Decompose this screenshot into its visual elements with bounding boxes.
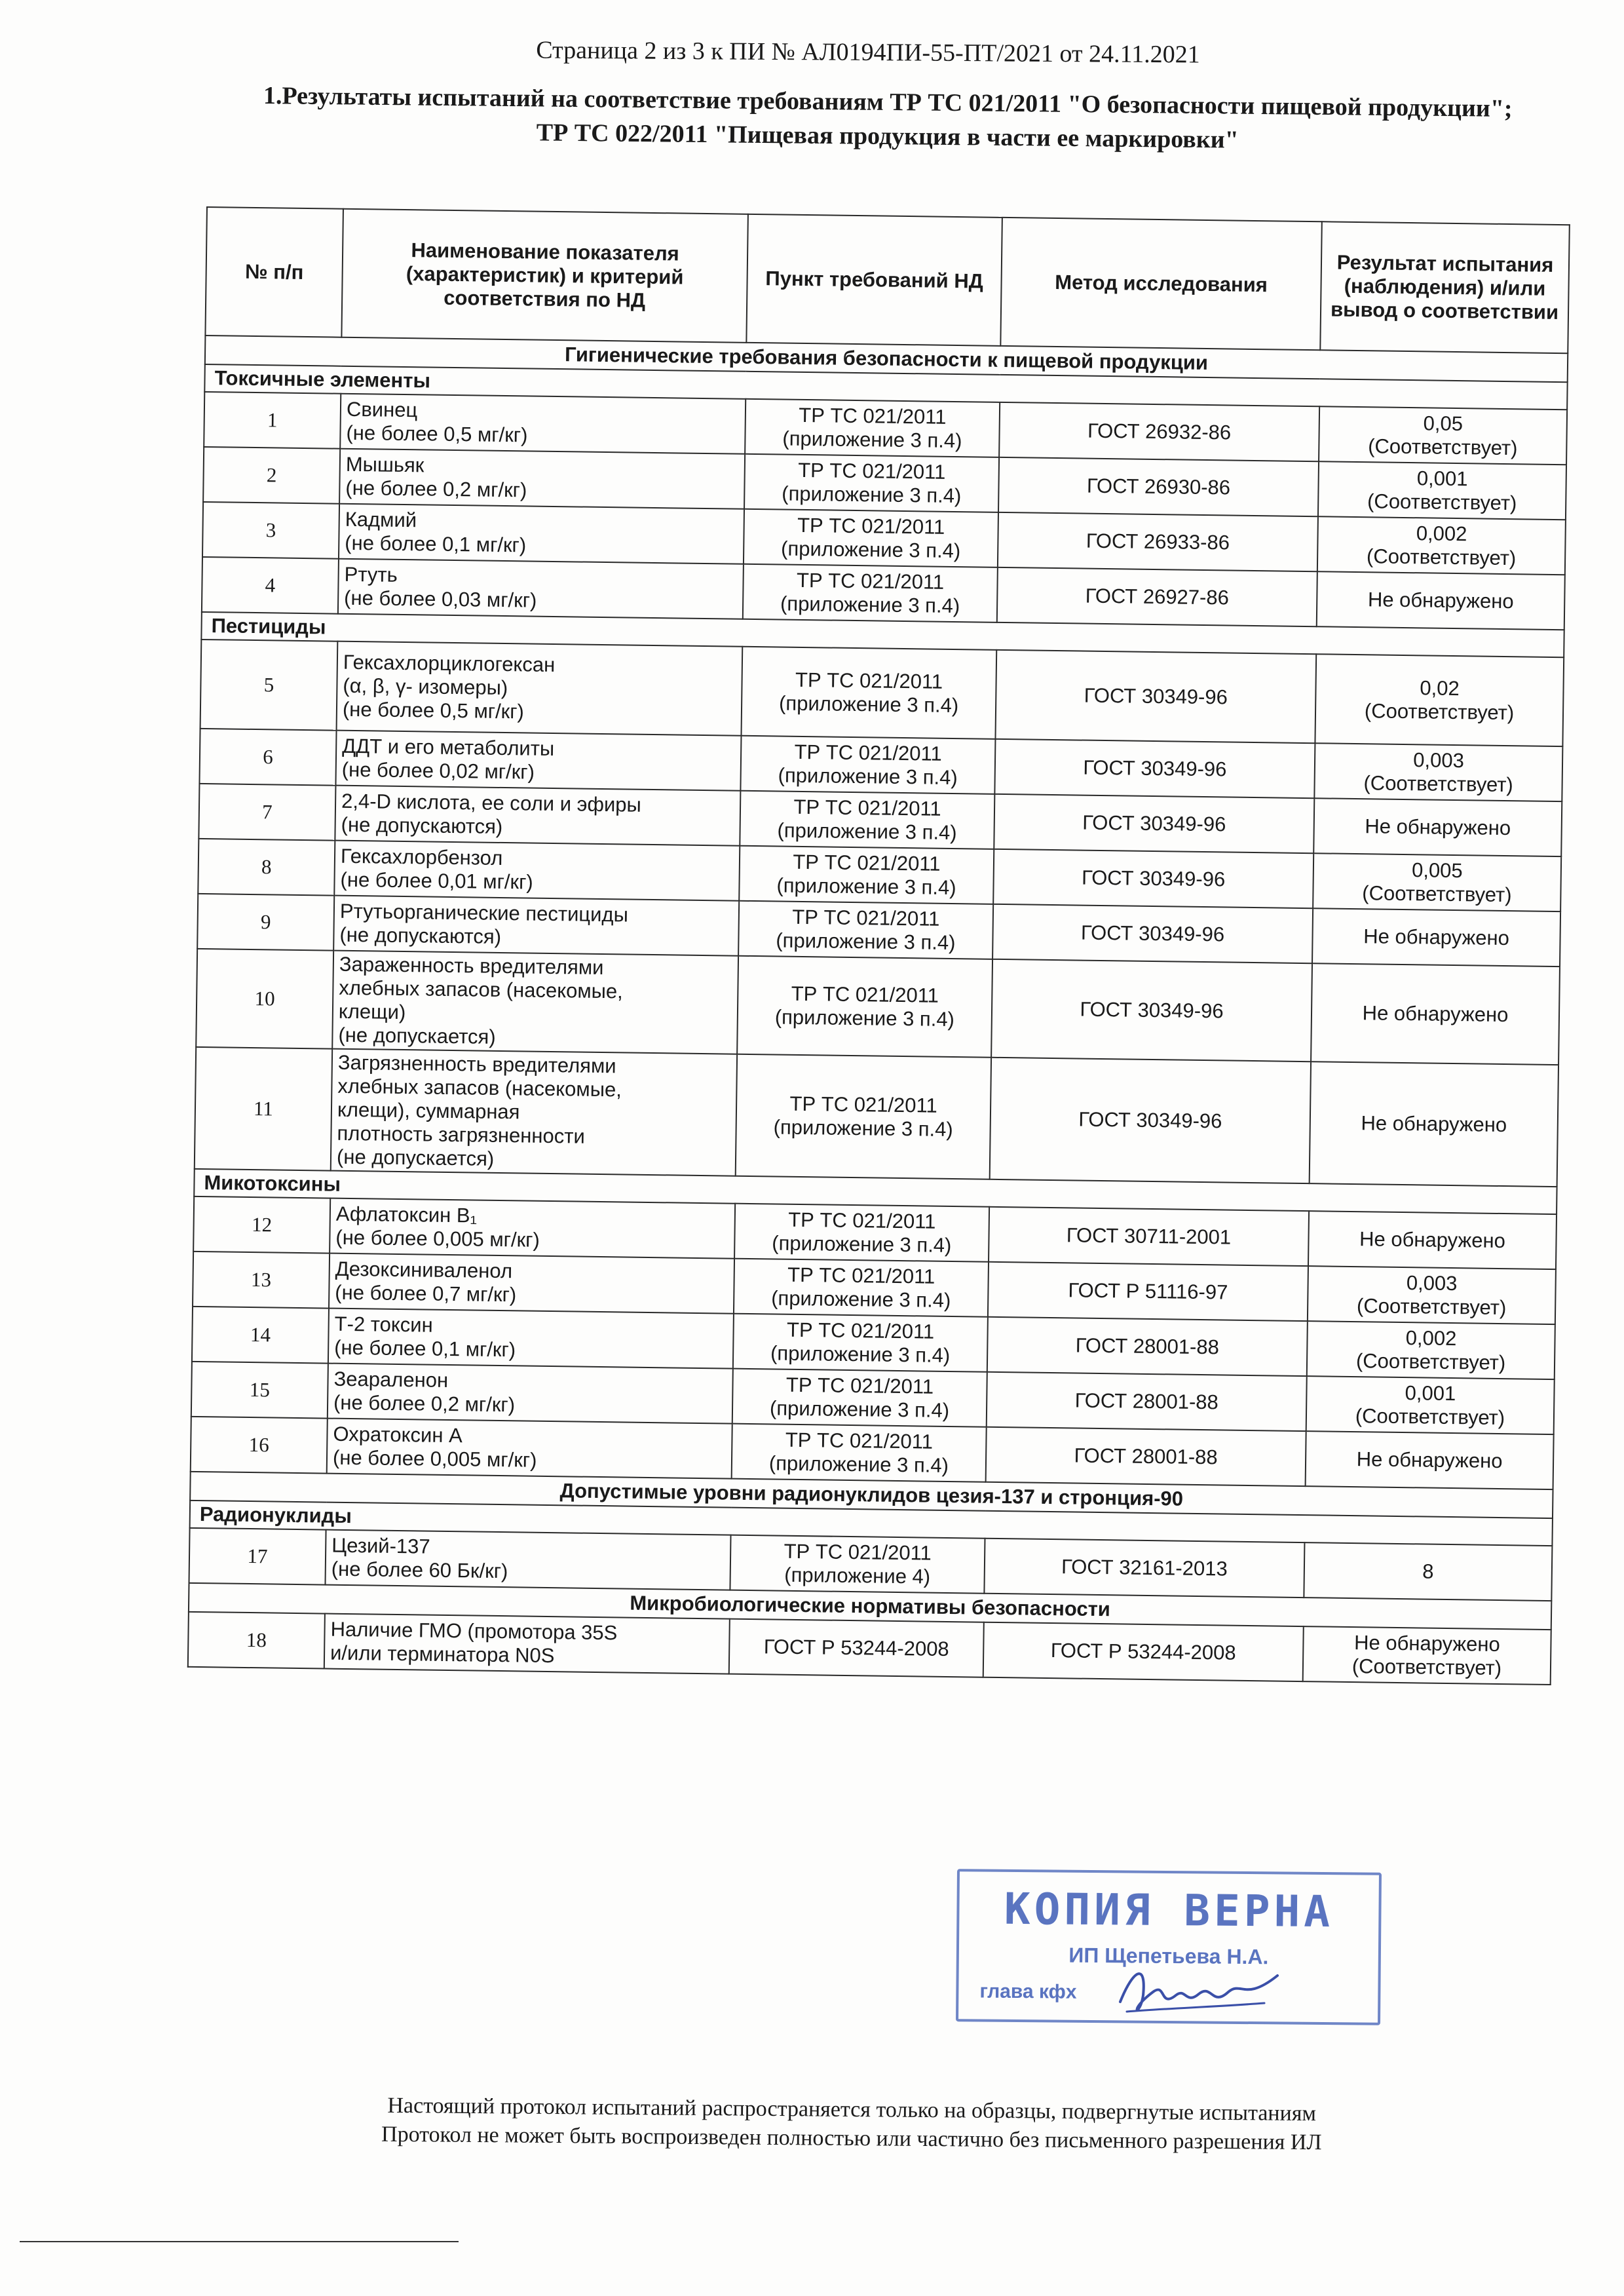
row-number: 4 xyxy=(202,557,339,614)
row-number: 12 xyxy=(193,1196,330,1253)
row-requirement: ТР ТС 021/2011 (приложение 3 п.4) xyxy=(743,564,998,622)
header-num: № п/п xyxy=(205,207,343,337)
row-indicator: Гексахлорбензол (не более 0,01 мг/кг) xyxy=(334,841,740,901)
row-indicator: Загрязненность вредителями хлебных запасов (насекомые, клещи), суммарная плотность загрязненности (не допускается) xyxy=(331,1049,737,1176)
row-result: Не обнаружено xyxy=(1317,571,1565,630)
row-method: ГОСТ Р 53244-2008 xyxy=(983,1622,1304,1681)
table-row xyxy=(200,640,1564,746)
stamp-title: КОПИЯ ВЕРНА xyxy=(1004,1883,1334,1938)
results-table-wrapper xyxy=(187,206,1559,1685)
row-result: 0,02 (Соответствует) xyxy=(1315,654,1564,746)
row-indicator: Ртутьорганические пестициды (не допускаются) xyxy=(333,896,739,956)
signature-icon xyxy=(1114,1956,1284,2028)
row-method: ГОСТ 26933-86 xyxy=(998,512,1318,571)
row-method: ГОСТ 30349-96 xyxy=(991,959,1312,1062)
row-requirement: ТР ТС 021/2011 (приложение 3 п.4) xyxy=(745,399,1000,457)
row-result: Не обнаружено xyxy=(1310,1062,1558,1187)
table-header-row xyxy=(205,207,1569,353)
row-number: 1 xyxy=(204,392,341,449)
row-result: 0,005 (Соответствует) xyxy=(1313,853,1561,911)
row-method: ГОСТ 28001-88 xyxy=(987,1372,1307,1431)
row-method: ГОСТ 26927-86 xyxy=(997,567,1317,626)
row-number: 3 xyxy=(202,502,339,559)
row-number: 14 xyxy=(192,1307,329,1364)
footer-line-1: Настоящий протокол испытаний распространяется только на образцы, подвергнутые испытаниям xyxy=(387,2093,1317,2126)
row-indicator: Зараженность вредителями хлебных запасов (насекомые, клещи) (не допускается) xyxy=(332,951,738,1054)
group-heading: Микотоксины xyxy=(194,1169,1557,1214)
row-result: 0,002 (Соответствует) xyxy=(1317,516,1566,575)
row-number: 8 xyxy=(198,839,335,896)
row-result: 0,001 (Соответствует) xyxy=(1306,1376,1555,1434)
row-indicator: Кадмий (не более 0,1 мг/кг) xyxy=(339,504,744,564)
row-indicator: Цезий-137 (не более 60 Бк/кг) xyxy=(325,1530,730,1590)
row-method: ГОСТ 32161-2013 xyxy=(984,1539,1304,1598)
header-method: Метод исследования xyxy=(1000,218,1322,350)
row-requirement: ТР ТС 021/2011 (приложение 3 п.4) xyxy=(739,846,994,904)
row-requirement: ТР ТС 021/2011 (приложение 3 п.4) xyxy=(734,1204,989,1262)
row-requirement: ТР ТС 021/2011 (приложение 3 п.4) xyxy=(738,901,993,959)
row-method: ГОСТ 30349-96 xyxy=(993,849,1313,908)
row-method: ГОСТ 30349-96 xyxy=(992,904,1313,963)
row-requirement: ТР ТС 021/2011 (приложение 3 п.4) xyxy=(744,509,998,567)
row-indicator: 2,4-D кислота, ее соли и эфиры (не допускаются) xyxy=(335,786,740,846)
section-heading: Допустимые уровни радионуклидов цезия-137 и стронция-90 xyxy=(190,1472,1553,1518)
row-indicator: Наличие ГМО (промотора 35S и/или терминатора N0S xyxy=(324,1614,730,1674)
table-body xyxy=(188,335,1568,1685)
row-method: ГОСТ 30349-96 xyxy=(994,739,1315,798)
row-result: 0,003 (Соответствует) xyxy=(1314,743,1562,801)
row-number: 2 xyxy=(203,447,340,504)
row-method: ГОСТ 28001-88 xyxy=(986,1427,1306,1486)
row-indicator: ДДТ и его метаболиты (не более 0,02 мг/кг) xyxy=(335,731,741,791)
group-heading: Радионуклиды xyxy=(190,1501,1553,1546)
row-indicator: Т-2 токсин (не более 0,1 мг/кг) xyxy=(328,1309,734,1369)
row-number: 7 xyxy=(198,784,335,841)
bottom-divider xyxy=(20,2241,459,2242)
row-requirement: ТР ТС 021/2011 (приложение 3 п.4) xyxy=(733,1314,988,1372)
row-number: 5 xyxy=(200,640,338,731)
group-heading: Токсичные элементы xyxy=(204,364,1567,410)
row-method: ГОСТ 26932-86 xyxy=(999,402,1319,461)
section-heading: Микробиологические нормативы безопасности xyxy=(189,1583,1551,1630)
row-result: Не обнаружено xyxy=(1311,963,1560,1065)
table-row xyxy=(196,949,1560,1065)
document-title: 1.Результаты испытаний на соответствие требованиям ТР ТС 021/2011 "О безопасности пищевой продукции"; ТР ТС 022/2011 "Пищевая продукция в части ее маркировки" xyxy=(263,82,1513,154)
row-indicator: Мышьяк (не более 0,2 мг/кг) xyxy=(339,449,745,509)
row-method: ГОСТ 30711-2001 xyxy=(989,1207,1309,1266)
row-indicator: Афлатоксин В₁ (не более 0,005 мг/кг) xyxy=(330,1198,735,1259)
header-name: Наименование показателя (характеристик) и критерий соответствия по НД xyxy=(341,209,748,343)
row-result: Не обнаружено xyxy=(1313,798,1562,856)
section-heading: Гигиенические требования безопасности к пищевой продукции xyxy=(205,335,1568,382)
row-result: Не обнаружено xyxy=(1312,908,1560,966)
row-number: 16 xyxy=(191,1417,328,1474)
row-result: Не обнаружено xyxy=(1308,1211,1557,1269)
row-method: ГОСТ 28001-88 xyxy=(987,1317,1308,1376)
row-method: ГОСТ 30349-96 xyxy=(990,1058,1311,1183)
results-table xyxy=(187,206,1570,1685)
row-requirement: ТР ТС 021/2011 (приложение 3 п.4) xyxy=(736,1054,991,1179)
row-indicator: Охратоксин А (не более 0,005 мг/кг) xyxy=(327,1419,732,1479)
header-result: Результат испытания (наблюдения) и/или вывод о соответствии xyxy=(1320,221,1570,353)
stamp-role: глава кфх xyxy=(979,1980,1077,2003)
row-number: 6 xyxy=(199,729,336,786)
row-result: 0,001 (Соответствует) xyxy=(1318,461,1566,520)
row-indicator: Гексахлорциклогексан (α, β, γ- изомеры) (не более 0,5 мг/кг) xyxy=(337,641,743,736)
row-result: 0,003 (Соответствует) xyxy=(1308,1266,1556,1324)
row-requirement: ТР ТС 021/2011 (приложение 3 п.4) xyxy=(741,647,996,739)
row-method: ГОСТ 26930-86 xyxy=(998,457,1319,516)
row-method: ГОСТ 30349-96 xyxy=(994,794,1314,853)
row-indicator: Дезоксиниваленол (не более 0,7 мг/кг) xyxy=(329,1253,734,1314)
row-indicator: Ртуть (не более 0,03 мг/кг) xyxy=(338,559,744,619)
row-number: 15 xyxy=(191,1362,328,1419)
header-requirement: Пункт требований НД xyxy=(746,214,1002,346)
row-number: 13 xyxy=(193,1252,330,1309)
row-number: 10 xyxy=(196,949,333,1049)
table-row xyxy=(195,1047,1558,1187)
row-result: 0,002 (Соответствует) xyxy=(1307,1321,1555,1379)
row-requirement: ТР ТС 021/2011 (приложение 3 п.4) xyxy=(744,454,999,512)
row-requirement: ГОСТ Р 53244-2008 xyxy=(729,1619,984,1677)
row-indicator: Свинец (не более 0,5 мг/кг) xyxy=(340,394,746,454)
row-requirement: ТР ТС 021/2011 (приложение 3 п.4) xyxy=(740,736,995,794)
page-header: Страница 2 из 3 к ПИ № АЛ0194ПИ-55-ПТ/2021 от 24.11.2021 xyxy=(536,36,1200,69)
row-result: 0,05 (Соответствует) xyxy=(1319,406,1567,465)
row-requirement: ТР ТС 021/2011 (приложение 4) xyxy=(730,1535,985,1594)
row-number: 9 xyxy=(197,894,334,951)
row-number: 11 xyxy=(195,1047,332,1171)
row-requirement: ТР ТС 021/2011 (приложение 3 п.4) xyxy=(737,956,992,1058)
footer-line-2: Протокол не может быть воспроизведен полностью или частично без письменного разрешения ИЛ xyxy=(381,2122,1322,2155)
row-result: 8 xyxy=(1304,1542,1552,1601)
stamp-owner: ИП Щепетьева Н.А. xyxy=(1068,1943,1269,1969)
row-requirement: ТР ТС 021/2011 (приложение 3 п.4) xyxy=(734,1259,989,1317)
row-result: Не обнаружено xyxy=(1306,1431,1554,1489)
row-number: 17 xyxy=(189,1528,326,1585)
row-indicator: Зеараленон (не более 0,2 мг/кг) xyxy=(328,1364,733,1424)
row-method: ГОСТ 30349-96 xyxy=(995,650,1316,743)
row-number: 18 xyxy=(188,1612,325,1669)
footer-note xyxy=(295,2091,1409,2158)
row-method: ГОСТ Р 51116-97 xyxy=(988,1262,1308,1321)
row-requirement: ТР ТС 021/2011 (приложение 3 п.4) xyxy=(732,1424,987,1482)
row-requirement: ТР ТС 021/2011 (приложение 3 п.4) xyxy=(740,791,994,849)
row-result: Не обнаружено (Соответствует) xyxy=(1303,1626,1551,1685)
group-heading: Пестициды xyxy=(201,612,1564,657)
row-requirement: ТР ТС 021/2011 (приложение 3 п.4) xyxy=(732,1369,987,1427)
